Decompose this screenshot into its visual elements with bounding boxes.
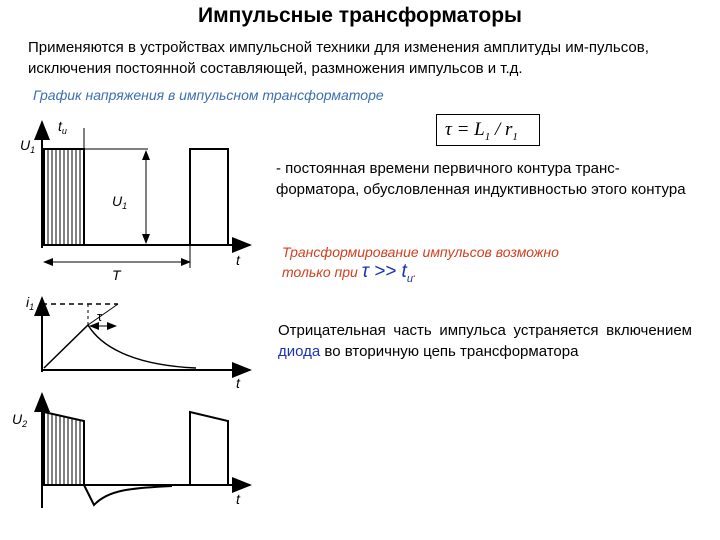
u2-y-label: $U_2$: [12, 411, 28, 429]
u2-x-label: t: [236, 491, 240, 507]
u2-pulse-2: [190, 412, 228, 485]
tw-label: $t_и$: [58, 118, 67, 136]
u1-graph: [20, 118, 250, 283]
tangent-line: [88, 304, 118, 325]
note-line-2: [282, 262, 692, 289]
diode-word: диода: [278, 343, 321, 360]
formula-r-sub: 1: [512, 130, 518, 143]
period-label: T: [112, 267, 121, 283]
note-line-1: Трансформирование импульсов возможно: [282, 244, 559, 260]
note-period: .: [412, 264, 417, 280]
u1-pulse-1: [44, 149, 84, 245]
i1-x-label: t: [236, 375, 240, 391]
page-title: Импульсные трансформаторы: [198, 4, 522, 27]
time-constant-formula: [436, 114, 540, 146]
pulse-graphs: [0, 0, 270, 540]
u2-graph: [12, 394, 250, 508]
u2-pulse-1: [44, 412, 84, 485]
formula-L-sub: 1: [484, 130, 491, 143]
negative-part-after: во вторичную цепь трансформатора: [320, 343, 579, 360]
condition-text: τ >> t: [361, 261, 407, 282]
formula-r: r: [505, 119, 513, 140]
u1-amplitude-label: $U_1$: [112, 193, 128, 211]
formula-equals: =: [451, 119, 475, 140]
graph-caption: График напряжения в импульсном трансформаторе: [33, 87, 384, 103]
formula-slash: /: [490, 119, 505, 140]
tau-description: - постоянная времени первичного контура транс-форматора, обусловленная индуктивностью этого контура: [276, 160, 686, 198]
note-prefix: только при: [282, 264, 362, 280]
formula-tau: τ: [445, 119, 452, 140]
condition-expression: [361, 261, 413, 285]
u1-x-label: t: [236, 252, 240, 268]
tau-label: τ: [97, 309, 103, 324]
transformation-condition-note: [282, 242, 692, 289]
i1-graph: [26, 294, 250, 391]
condition-sub: и: [406, 272, 413, 285]
u1-pulse-2: [190, 149, 228, 245]
negative-part-before: Отрицательная часть импульса устраняется включением: [278, 322, 692, 339]
i1-y-label: $i_1$: [26, 294, 35, 312]
i1-current-curve: [44, 325, 196, 368]
negative-part-paragraph: [278, 320, 692, 362]
formula-L: L: [474, 119, 485, 140]
intro-paragraph: Применяются в устройствах импульсной техники для изменения амплитуды им-пульсов, исключения постоянной составляющей, размножения импульсов и т.д.: [28, 39, 649, 77]
u1-y-label: $U_1$: [20, 137, 36, 155]
u2-negative-overshoot: [84, 485, 172, 505]
